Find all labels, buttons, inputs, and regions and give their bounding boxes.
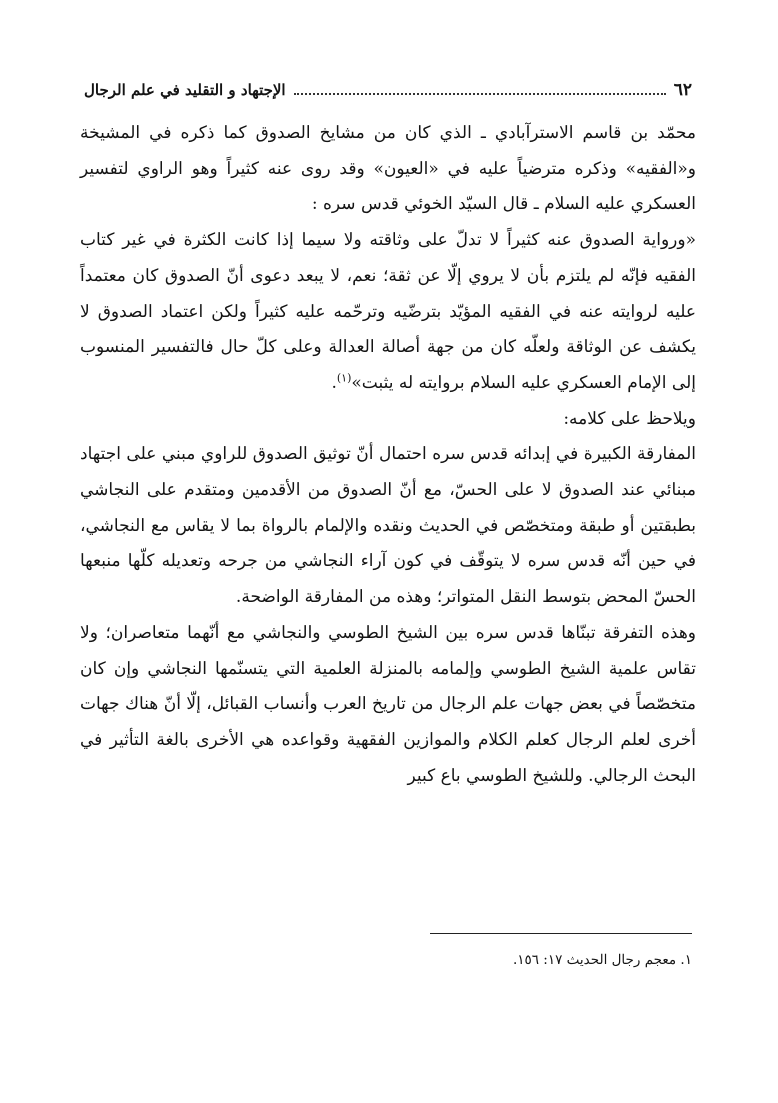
body-text [80,116,696,794]
footnote-reference[interactable]: (١) [336,371,352,385]
footnote: ١. معجم رجال الحديث ١٧: ١٥٦. [512,952,692,968]
paragraph-3: ويلاحظ على كلامه: [563,408,696,429]
paragraph-1: محمّد بن قاسم الاسترآبادي ـ الذي كان من مشايخ الصدوق كما ذكره في المشيخة و«الفقيه» وذكره مترضياً عليه في «العيون» وقد روى عنه كثيراً وهو الراوي لتفسير العسكري عليه السلام ـ قال السيّد الخوئي قدس سره : [80,123,696,215]
footnote-divider [430,933,692,934]
quote-text: «ورواية الصدوق عنه كثيراً لا تدلّ على وثاقته ولا سيما إذا كانت الكثرة في غير كتاب الفقيه فإنّه لم يلتزم بأن لا يروي إلّا عن ثقة؛ نعم، لا يبعد دعوى أنّ الصدوق كان معتمداً عليه لروايته عنه في الفقيه المؤيّد بترضّيه وترحّمه عليه كثيراً ولكن اعتماد الصدوق لا يكشف عن الوثاقة ولعلّه كان من جهة أصالة العدالة وعلى كلّ حال فالتفسير المنسوب إلى الإمام العسكري عليه السلام بروايته له يثبت» [80,230,696,393]
paragraph-2-quote: «ورواية الصدوق عنه كثيراً لا تدلّ على وثاقته ولا سيما إذا كانت الكثرة في غير كتاب الفقيه فإنّه لم يلتزم بأن لا يروي إلّا عن ثقة؛ نعم، لا يبعد دعوى أنّ الصدوق كان معتمداً عليه لروايته عنه في الفقيه المؤيّد بترضّيه وترحّمه عليه كثيراً ولكن اعتماد الصدوق لا يكشف عن الوثاقة ولعلّه كان من جهة أصالة العدالة وعلى كلّ حال فالتفسير المنسوب إلى الإمام العسكري عليه السلام بروايته له يثبت»$^{(١)}$. [80,230,696,393]
page-number: ٦٢ [673,80,692,100]
paragraph-4: المفارقة الكبيرة في إبدائه قدس سره احتمال أنّ توثيق الصدوق للراوي مبني على اجتهاد مبنائي عند الصدوق لا على الحسّ، مع أنّ الصدوق من الأقدمين ومتقدم على النجاشي بطبقتين أو طبقة ومتخصّص في الحديث ونقده والإلمام بالرواة بما لا يقاس مع النجاشي، في حين أنّه قدس سره لا يتوقّف في كون آراء النجاشي من جرحه وتعديله كلّها منبعها الحسّ المحض بتوسط النقل المتواتر؛ وهذه من المفارقة الواضحة. [80,444,697,608]
dotted-leader [294,93,666,95]
book-title: الإجتهاد و التقليد في علم الرجال [84,81,286,99]
paragraph-5: وهذه التفرقة تبنّاها قدس سره بين الشيخ الطوسي والنجاشي مع أنّهما متعاصران؛ ولا تقاس علمية الشيخ الطوسي وإلمامه بالمنزلة العلمية التي يتسنّمها النجاشي وإن كان متخصّصاً في بعض جهات علم الرجال من تاريخ العرب وأنساب القبائل، إلّا أنّ هناك جهات أخرى لعلم الرجال كعلم الكلام والموازين الفقهية وقواعده هي الأخرى بالغة التأثير في البحث الرجالي. وللشيخ الطوسي باع كبير [80,622,696,786]
running-header [84,78,692,102]
